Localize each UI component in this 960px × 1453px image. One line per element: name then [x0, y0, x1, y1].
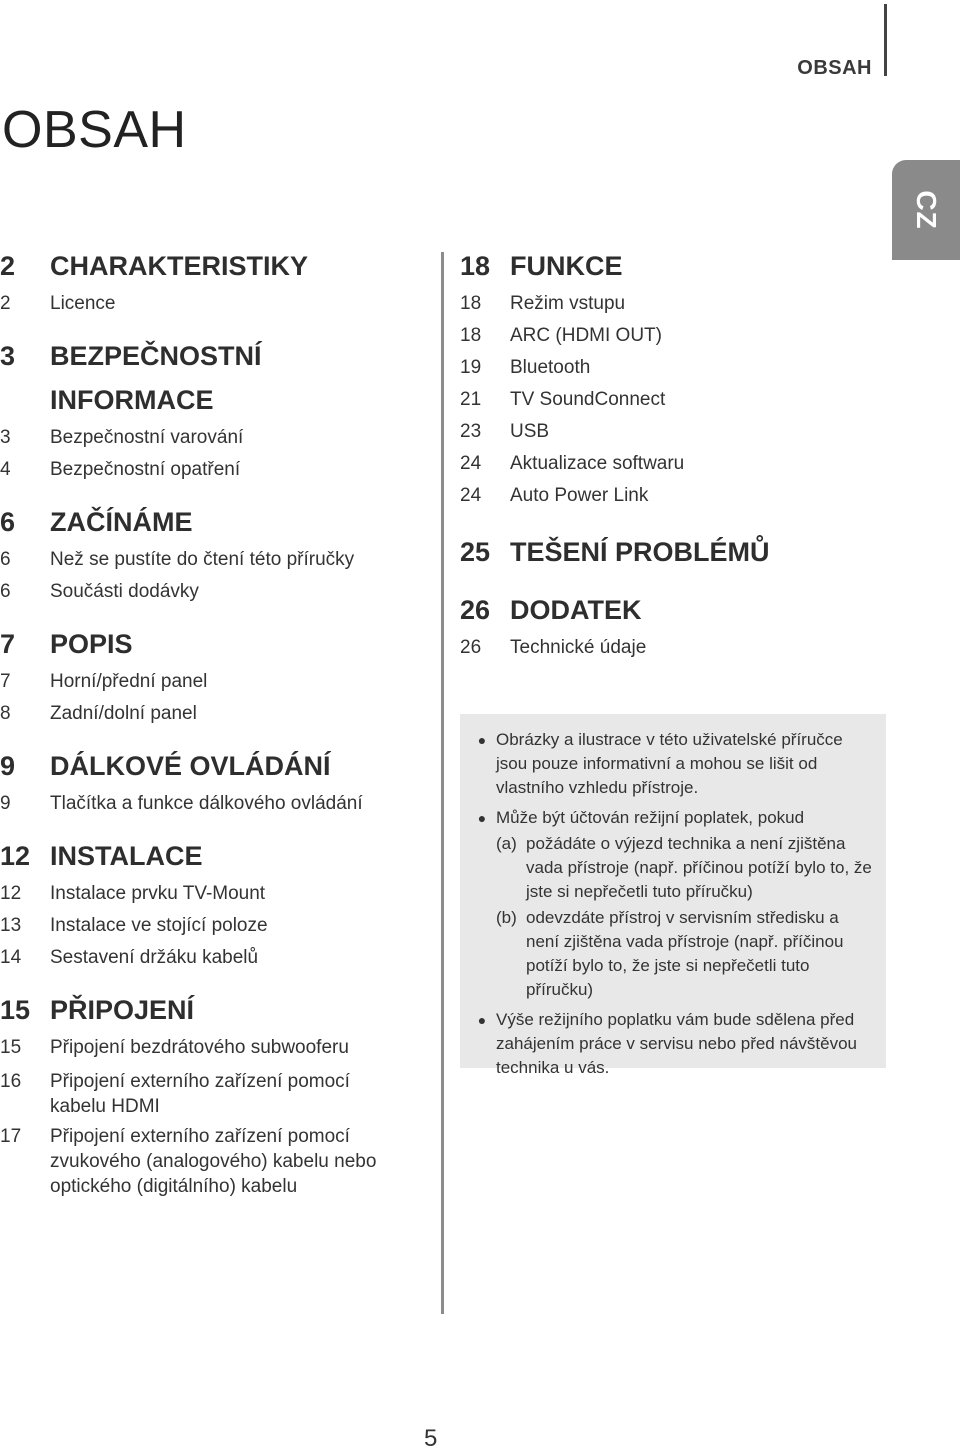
header-section-label: OBSAH [797, 57, 872, 79]
notice-item [468, 1008, 874, 1080]
toc-section-title: POPIS [50, 629, 133, 659]
toc-item[interactable] [0, 422, 430, 454]
toc-section [0, 988, 430, 1032]
toc-section [460, 244, 900, 288]
toc-item-text: Připojení bezdrátového subwooferu [50, 1037, 349, 1058]
toc-item-page: 8 [0, 703, 11, 724]
toc-section[interactable] [460, 530, 900, 574]
toc-section-number: 25 [460, 537, 491, 567]
toc-item-page: 18 [460, 293, 482, 314]
toc-item[interactable] [460, 352, 900, 384]
toc-item[interactable] [0, 1069, 430, 1119]
toc-section-number: 12 [0, 841, 31, 871]
toc-item-page: 14 [0, 947, 22, 968]
toc-item[interactable] [0, 544, 430, 576]
toc-item-page: 9 [0, 793, 11, 814]
toc-section-number: 6 [0, 507, 16, 537]
toc-item-page: 6 [0, 581, 11, 602]
toc-section [0, 500, 430, 544]
toc-section [0, 744, 430, 788]
toc-item-text: Bezpečnostní opatření [50, 459, 241, 480]
toc-item-page: 18 [460, 325, 482, 346]
toc-item-page: 24 [460, 453, 482, 474]
toc-item[interactable] [0, 1032, 430, 1064]
toc-section-title: FUNKCE [510, 251, 623, 281]
toc-item-text: ARC (HDMI OUT) [510, 325, 662, 346]
subitem-label: (b) [496, 908, 517, 927]
toc-section-title: TEŠENÍ PROBLÉMŮ [510, 537, 770, 567]
column-divider [441, 252, 444, 1314]
toc-item[interactable] [0, 454, 430, 486]
subitem-text: požádáte o výjezd technika a není zjištěna vada přístroje (např. příčinou potíží bylo to, že jste si nepřečetli tuto příručku) [526, 834, 872, 901]
notice-text: Může být účtován režijní poplatek, pokud [496, 808, 805, 827]
toc-left-column [0, 244, 430, 1203]
bullet-icon: ● [477, 732, 487, 748]
notice-text: Obrázky a ilustrace v této uživatelské příručce jsou pouze informativní a mohou se lišit od vlastního vzhledu přístroje. [496, 730, 843, 797]
toc-item-page: 3 [0, 427, 11, 448]
toc-item[interactable] [0, 788, 430, 820]
toc-section-title: BEZPEČNOSTNÍ INFORMACE [50, 341, 262, 415]
toc-section [0, 834, 430, 878]
toc-item-text: USB [510, 421, 550, 442]
toc-section-title: CHARAKTERISTIKY [50, 251, 309, 281]
toc-section-number: 15 [0, 995, 31, 1025]
toc-item-text: Než se pustíte do čtení této příručky [50, 549, 355, 570]
toc-item-text: Aktualizace softwaru [510, 453, 685, 474]
toc-item-text: Připojení externího zařízení pomocí zvukového (analogového) kabelu nebo optického (digitálního) kabelu [50, 1126, 377, 1197]
toc-item-text: Režim vstupu [510, 293, 626, 314]
notice-item [468, 728, 874, 800]
toc-item[interactable] [0, 910, 430, 942]
bullet-icon: ● [477, 1012, 487, 1028]
toc-item-text: Tlačítka a funkce dálkového ovládání [50, 793, 363, 814]
toc-item-text: Licence [50, 293, 116, 314]
toc-item-page: 4 [0, 459, 11, 480]
toc-item-page: 24 [460, 485, 482, 506]
toc-item-text: TV SoundConnect [510, 389, 666, 410]
toc-section-title: PŘIPOJENÍ [50, 995, 195, 1025]
toc-section-number: 2 [0, 251, 16, 281]
toc-item-page: 7 [0, 671, 11, 692]
toc-item-text: Auto Power Link [510, 485, 649, 506]
toc-item-page: 15 [0, 1037, 22, 1058]
bullet-icon: ● [477, 810, 487, 826]
toc-item-text: Instalace ve stojící poloze [50, 915, 268, 936]
toc-item[interactable] [0, 288, 430, 320]
toc-item-page: 13 [0, 915, 22, 936]
toc-item[interactable] [0, 878, 430, 910]
toc-item[interactable] [0, 698, 430, 730]
toc-section [0, 622, 430, 666]
toc-item-page: 21 [460, 389, 482, 410]
toc-item-page: 26 [460, 637, 482, 658]
notice-text: Výše režijního poplatku vám bude sdělena před zahájením práce v servisu nebo před návštěvou technika u vás. [496, 1010, 857, 1077]
notice-box [460, 714, 886, 1077]
page-title: OBSAH [2, 101, 187, 159]
toc-section-title: DÁLKOVÉ OVLÁDÁNÍ [50, 751, 331, 781]
toc-item[interactable] [460, 448, 900, 480]
toc-section-number: 9 [0, 751, 16, 781]
toc-item-page: 6 [0, 549, 11, 570]
toc-item-text: Zadní/dolní panel [50, 703, 197, 724]
toc-section [460, 588, 900, 632]
toc-section-number: 18 [460, 251, 491, 281]
toc-item[interactable] [0, 576, 430, 608]
toc-item[interactable] [460, 384, 900, 416]
toc-item-text: Bluetooth [510, 357, 591, 378]
toc-item[interactable] [0, 1124, 430, 1199]
page-number: 5 [424, 1425, 438, 1452]
toc-item-text: Součásti dodávky [50, 581, 199, 602]
toc-item-text: Bezpečnostní varování [50, 427, 244, 448]
subitem-text: odevzdáte přístroj v servisním středisku a není zjištěna vada přístroje (např. příčinou potíží bylo to, že jste si nepřečetli tuto příručku) [526, 908, 844, 999]
toc-section-title: ZAČÍNÁME [50, 507, 193, 537]
toc-item-text: Připojení externího zařízení pomocí kabelu HDMI [50, 1071, 350, 1117]
toc-item[interactable] [460, 320, 900, 352]
toc-item[interactable] [0, 942, 430, 974]
toc-section-number: 3 [0, 341, 16, 371]
header-rule [884, 4, 887, 76]
toc-section [0, 244, 430, 288]
toc-section-number: 7 [0, 629, 16, 659]
toc-section-title: INSTALACE [50, 841, 203, 871]
toc-item[interactable] [460, 632, 900, 664]
notice-subitem [496, 832, 874, 904]
toc-item-page: 12 [0, 883, 22, 904]
toc-item-text: Sestavení držáku kabelů [50, 947, 259, 968]
toc-right-column [460, 244, 900, 664]
toc-item-page: 17 [0, 1126, 22, 1147]
toc-item-text: Instalace prvku TV-Mount [50, 883, 266, 904]
toc-item-text: Horní/přední panel [50, 671, 208, 692]
subitem-label: (a) [496, 834, 517, 853]
toc-item[interactable] [460, 480, 900, 512]
language-tab-label: CZ [911, 190, 942, 230]
toc-section [0, 334, 430, 422]
toc-item-page: 19 [460, 357, 482, 378]
notice-subitem [496, 906, 874, 1002]
notice-item [468, 806, 874, 1002]
toc-item-page: 23 [460, 421, 482, 442]
toc-item[interactable] [0, 666, 430, 698]
toc-section-number: 26 [460, 595, 491, 625]
language-tab [892, 160, 960, 260]
toc-item-page: 2 [0, 293, 11, 314]
toc-item-text: Technické údaje [510, 637, 647, 658]
toc-item[interactable] [460, 416, 900, 448]
toc-item-page: 16 [0, 1071, 22, 1092]
toc-section-title: DODATEK [510, 595, 642, 625]
toc-item[interactable] [460, 288, 900, 320]
